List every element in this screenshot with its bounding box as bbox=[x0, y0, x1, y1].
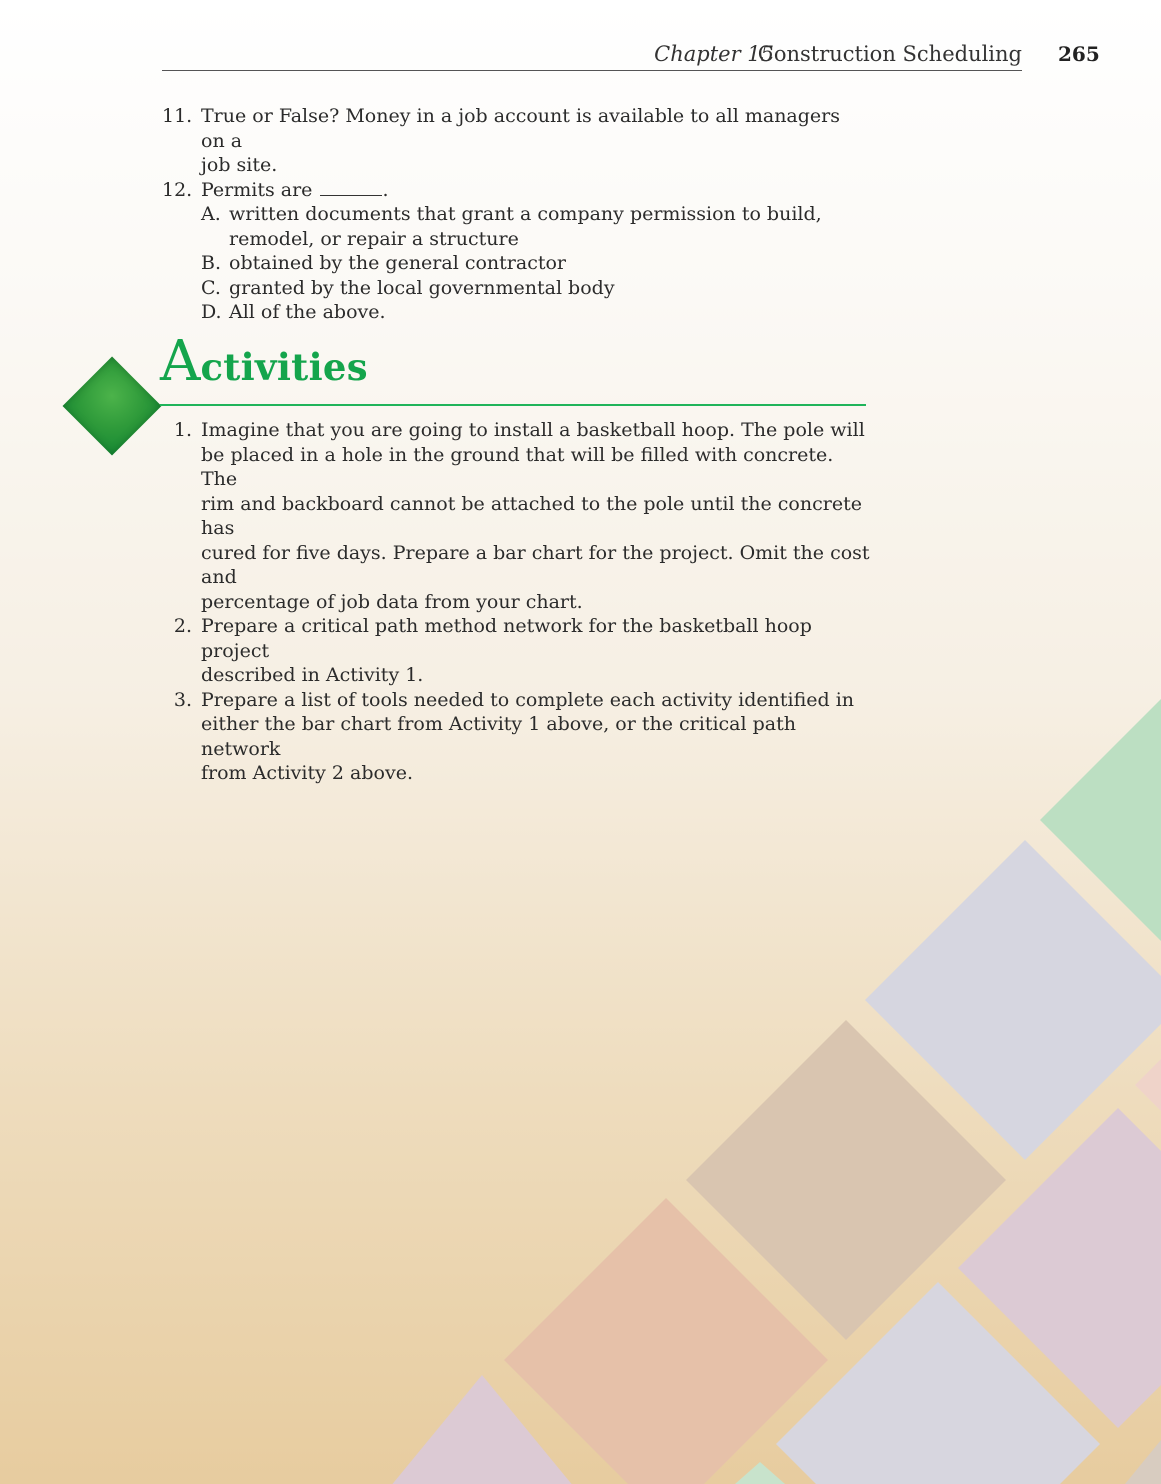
tile-lavender-top bbox=[865, 840, 1161, 1160]
option-letter: A. bbox=[201, 203, 221, 225]
activity-line: from Activity 2 above. bbox=[201, 762, 413, 784]
tile-peach-small bbox=[1135, 1055, 1161, 1115]
activity-line: percentage of job data from your chart. bbox=[201, 590, 583, 613]
activity-3 bbox=[162, 688, 872, 786]
activities-heading-rest: ctivities bbox=[200, 345, 368, 389]
tile-tan bbox=[686, 1020, 1006, 1340]
activity-line: Imagine that you are going to install a basketball hoop. The pole will bbox=[201, 419, 865, 441]
chapter-title: Construction Scheduling bbox=[757, 42, 1022, 66]
option-a bbox=[201, 202, 862, 251]
option-line: obtained by the general contractor bbox=[229, 252, 566, 274]
activity-number: 1. bbox=[173, 419, 192, 441]
question-stem-text: Permits are bbox=[201, 178, 313, 201]
activities-list bbox=[162, 418, 872, 786]
option-letter: C. bbox=[201, 276, 221, 299]
activity-line: be placed in a hole in the ground that will be filled with concrete. The bbox=[201, 443, 834, 490]
option-letter: D. bbox=[201, 301, 222, 323]
question-11 bbox=[162, 104, 862, 178]
option-letter: B. bbox=[201, 252, 222, 274]
question-line: True or False? Money in a job account is available to all managers on a bbox=[201, 105, 840, 152]
tile-green-bottom bbox=[735, 1462, 785, 1484]
option-line: written documents that grant a company permission to build, bbox=[229, 203, 822, 225]
chapter-label: Chapter 15 bbox=[654, 42, 774, 66]
question-stem bbox=[201, 178, 862, 203]
activities-heading-cap: A bbox=[160, 329, 201, 394]
activity-line: cured for five days. Prepare a bar chart for the project. Omit the cost and bbox=[201, 541, 870, 588]
question-number: 12. bbox=[162, 178, 193, 201]
activity-line: described in Activity 1. bbox=[201, 664, 424, 686]
option-line: All of the above. bbox=[229, 301, 386, 323]
option-line: remodel, or repair a structure bbox=[229, 227, 519, 250]
activity-line: Prepare a list of tools needed to complete each activity identified in bbox=[201, 688, 855, 711]
question-stem-end: . bbox=[382, 178, 389, 201]
activity-line: either the bar chart from Activity 1 above, or the critical path network bbox=[201, 713, 796, 760]
review-questions bbox=[162, 104, 862, 325]
option-d bbox=[201, 300, 862, 325]
running-header bbox=[162, 40, 1022, 71]
activity-line: rim and backboard cannot be attached to the pole until the concrete has bbox=[201, 492, 862, 539]
answer-blank bbox=[320, 179, 382, 196]
activity-number: 3. bbox=[173, 688, 192, 711]
option-line: granted by the local governmental body bbox=[229, 276, 615, 299]
activities-diamond-icon bbox=[63, 357, 162, 456]
tile-pink-right bbox=[958, 1108, 1161, 1428]
tile-green bbox=[1040, 690, 1161, 950]
activity-2 bbox=[162, 614, 872, 688]
activity-line: Prepare a critical path method network for the basketball hoop project bbox=[201, 615, 812, 662]
activities-rule bbox=[160, 404, 866, 406]
page-number: 265 bbox=[1058, 42, 1100, 66]
tile-lavender-bottom bbox=[776, 1282, 1100, 1484]
question-number: 11. bbox=[162, 105, 193, 127]
tile-lilac-bottom bbox=[330, 1375, 634, 1484]
tile-gray-corner bbox=[1125, 1440, 1161, 1484]
question-line: job site. bbox=[201, 154, 278, 176]
activity-number: 2. bbox=[173, 615, 192, 637]
option-c bbox=[201, 276, 862, 301]
option-b bbox=[201, 251, 862, 276]
activity-1 bbox=[162, 418, 872, 614]
question-12 bbox=[162, 178, 862, 325]
tile-salmon bbox=[504, 1198, 828, 1484]
activities-heading bbox=[160, 328, 368, 396]
